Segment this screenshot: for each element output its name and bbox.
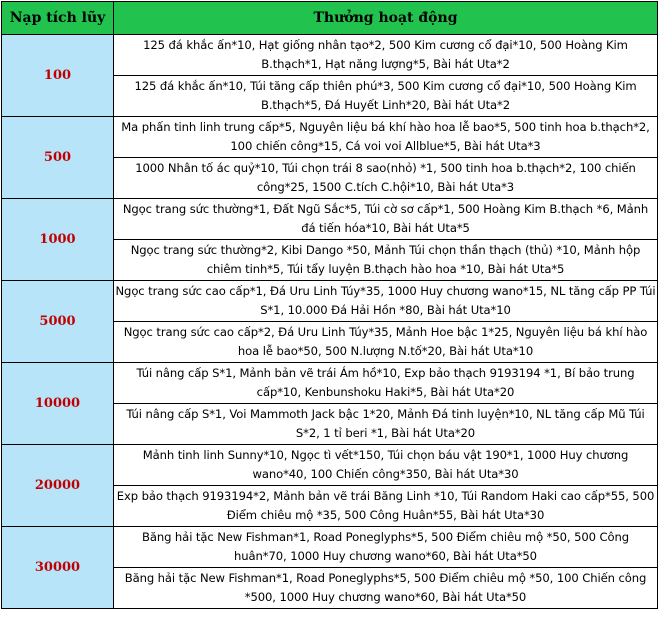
table-row [2, 363, 658, 404]
reward-cell: Ngọc trang sức cao cấp*2, Đá Uru Linh Túy*35, Mảnh Hoe bậc 1*25, Nguyên liệu bá khí hào hoa lễ bao*50, 500 N.lượng N.tố*20, Bài hát Uta*10 [114, 322, 658, 363]
reward-cell: Mảnh tinh linh Sunny*10, Ngọc tì vết*150, Túi chọn báu vật 190*1, 1000 Huy chương wano*40, 100 Chiến công*350, Bài hát Uta*30 [114, 445, 658, 486]
header-cumulative-topup: Nạp tích lũy [2, 2, 114, 35]
header-activity-rewards: Thưởng hoạt động [114, 2, 658, 35]
reward-cell: 125 đá khắc ấn*10, Túi tăng cấp thiên phú*3, 500 Kim cương cổ đại*10, 500 Hoàng Kim B.thạch*5, Đá Huyết Linh*20, Bài hát Uta*2 [114, 76, 658, 117]
table-row [2, 281, 658, 322]
reward-cell: Ma phấn tinh linh trung cấp*5, Nguyên liệu bá khí hào hoa lễ bao*5, 500 tinh hoa b.thạch*2, 100 chiến công*15, Cá voi voi Allblue*5, Bài hát Uta*3 [114, 117, 658, 158]
tier-amount: 1000 [2, 199, 114, 281]
table-row [2, 117, 658, 158]
table-row [2, 35, 658, 76]
table-row [2, 199, 658, 240]
reward-table [1, 1, 658, 609]
table-row [2, 445, 658, 486]
tier-amount: 30000 [2, 527, 114, 609]
tier-amount: 10000 [2, 363, 114, 445]
reward-cell: Túi nâng cấp S*1, Mảnh bản vẽ trái Ám hồ*10, Exp bảo thạch 9193194 *1, Bí bảo trung cấp*10, Kenbunshoku Haki*5, Bài hát Uta*20 [114, 363, 658, 404]
reward-cell: Exp bảo thạch 9193194*2, Mảnh bản vẽ trái Băng Linh *10, Túi Random Haki cao cấp*55, 500 Điểm chiêu mộ *35, 500 Công Huân*55, Bài hát Uta*30 [114, 486, 658, 527]
reward-cell: Ngọc trang sức thường*1, Đất Ngũ Sắc*5, Túi cờ sơ cấp*1, 500 Hoàng Kim B.thạch *6, Mảnh đá tiến hóa*10, Bài hát Uta*5 [114, 199, 658, 240]
reward-cell: Ngọc trang sức cao cấp*1, Đá Uru Linh Túy*35, 1000 Huy chương wano*15, NL tăng cấp PP Túi S*1, 10.000 Đá Hải Hồn *80, Bài hát Uta*10 [114, 281, 658, 322]
tier-amount: 100 [2, 35, 114, 117]
reward-cell: 1000 Nhân tố ác quỷ*10, Túi chọn trái 8 sao(nhỏ) *1, 500 tinh hoa b.thạch*2, 100 chiến công*25, 1500 C.tích C.hội*10, Bài hát Uta*3 [114, 158, 658, 199]
tier-amount: 500 [2, 117, 114, 199]
tier-amount: 20000 [2, 445, 114, 527]
header-row [2, 2, 658, 35]
reward-cell: Băng hải tặc New Fishman*1, Road Poneglyphs*5, 500 Điểm chiêu mộ *50, 100 Chiến công *500, 1000 Huy chương wano*60, Bài hát Uta*50 [114, 568, 658, 609]
reward-cell: 125 đá khắc ấn*10, Hạt giống nhân tạo*2, 500 Kim cương cổ đại*10, 500 Hoàng Kim B.thạch*1, Hạt năng lượng*5, Bài hát Uta*2 [114, 35, 658, 76]
reward-cell: Túi nâng cấp S*1, Voi Mammoth Jack bậc 1*20, Mảnh Đá tinh luyện*10, NL tăng cấp Mũ Túi S*2, 1 tỉ beri *1, Bài hát Uta*20 [114, 404, 658, 445]
tier-amount: 5000 [2, 281, 114, 363]
reward-cell: Băng hải tặc New Fishman*1, Road Poneglyphs*5, 500 Điểm chiêu mộ *50, 500 Công huân*70, 1000 Huy chương wano*60, Bài hát Uta*50 [114, 527, 658, 568]
table-row [2, 527, 658, 568]
reward-cell: Ngọc trang sức thường*2, Kibi Dango *50, Mảnh Túi chọn thần thạch (thủ) *10, Mảnh hộp chiêm tinh*5, Túi tẩy luyện B.thạch hào hoa *10, Bài hát Uta*5 [114, 240, 658, 281]
